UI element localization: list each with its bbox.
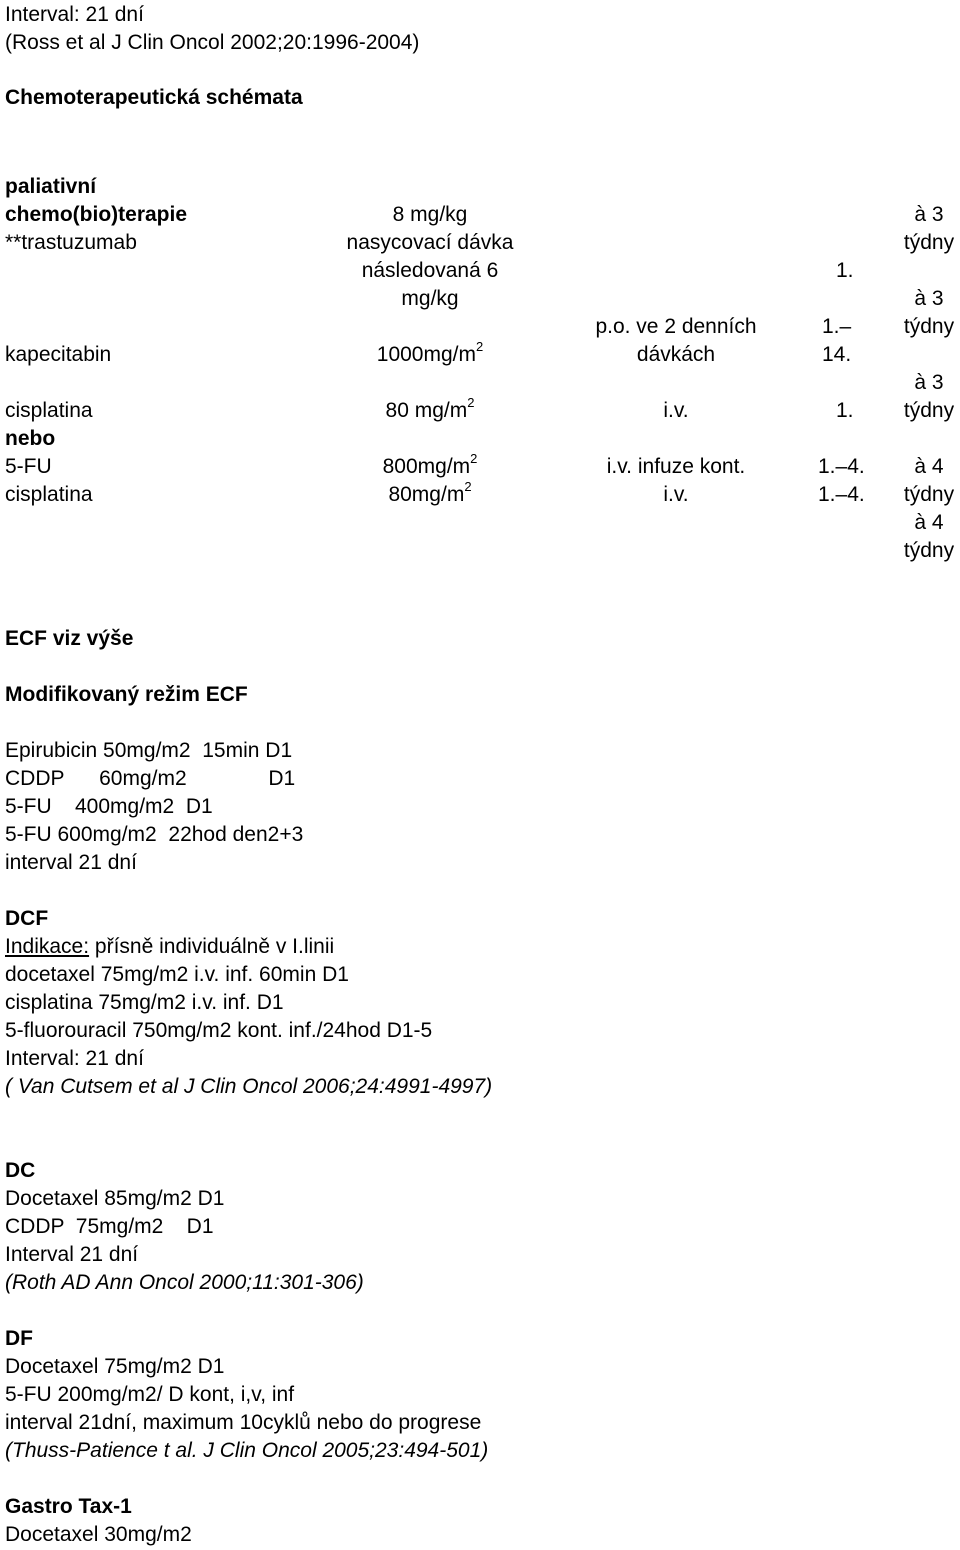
df-citation: (Thuss-Patience t al. J Clin Oncol 2005;23:494-501) [5,1439,489,1462]
modified-ecf-title: Modifikovaný režim ECF [5,683,248,706]
dcf-line: Interval: 21 dní [5,1047,144,1070]
df-line: 5-FU 200mg/m2/ D kont, i,v, inf [5,1383,295,1406]
5fu-cycle-2: týdny [903,483,955,506]
trastuzumab-cycle-b2: týdny [903,315,955,338]
kapecitabin-cycle-1: à 3 [914,371,944,394]
dcf-line: cisplatina 75mg/m2 i.v. inf. D1 [5,991,284,1014]
dcf-indication-label: Indikace: [5,935,90,958]
gastro-tax-title: Gastro Tax-1 [5,1495,132,1518]
df-line: Docetaxel 75mg/m2 D1 [5,1355,225,1378]
kapecitabin-dose: $1000mg/m^2$ [376,339,484,366]
table-heading-line2: chemo(bio)terapie [5,203,188,226]
gastro-tax-line: Docetaxel 30mg/m2 [5,1523,192,1546]
kapecitabin-cycle-2: týdny [903,399,955,422]
kapecitabin-route-line2: dávkách [636,343,716,366]
drug-trastuzumab: **trastuzumab [5,231,137,254]
df-line: interval 21dní, maximum 10cyklů nebo do progrese [5,1411,482,1434]
cisplatina-1-day: 1. [836,399,854,422]
kapecitabin-day-line1: 1.– [822,315,852,338]
dcf-title: DCF [5,907,49,930]
trastuzumab-dose-line3: následovaná 6 [361,259,499,282]
modified-ecf-line: 5-FU 400mg/m2 D1 [5,795,213,818]
trastuzumab-cycle-a2: týdny [903,231,955,254]
citation-ross: (Ross et al J Clin Oncol 2002;20:1996-2004) [5,31,420,54]
dcf-line: 5-fluorouracil 750mg/m2 kont. inf./24hod D1-5 [5,1019,433,1042]
cisplatina-2-cycle-2: týdny [903,539,955,562]
dcf-indication [5,934,334,960]
trastuzumab-day: 1. [836,259,854,282]
modified-ecf-line: interval 21 dní [5,851,137,874]
drug-kapecitabin: kapecitabin [5,343,112,366]
dcf-indication-text: přísně individuálně v I.linii [89,935,335,958]
modified-ecf-line: Epirubicin 50mg/m2 15min D1 [5,739,293,762]
cisplatina-1-dose: 80 $mg/m^2$ [385,395,475,422]
cisplatina-2-route: i.v. [663,483,689,506]
ecf-title: ECF viz výše [5,627,134,650]
dc-line: Interval 21 dní [5,1243,139,1266]
drug-cisplatina-1: cisplatina [5,399,93,422]
trastuzumab-cycle-a1: à 3 [914,203,944,226]
drug-cisplatina-2: cisplatina [5,483,93,506]
cisplatina-2-cycle-1: à 4 [914,511,944,534]
interval-text: Interval: 21 dní [5,3,144,26]
df-title: DF [5,1327,33,1350]
trastuzumab-dose-line4: mg/kg [401,287,459,310]
cisplatina-2-dose: $80mg/m^2$ [388,479,472,506]
dc-citation: (Roth AD Ann Oncol 2000;11:301-306) [5,1271,364,1294]
trastuzumab-dose-line1: 8 mg/kg [392,203,468,226]
drug-5fu: 5-FU [5,455,52,478]
trastuzumab-dose-line2: nasycovací dávka [346,231,514,254]
nebo-label: nebo [5,427,56,450]
5fu-dose: $800mg/m^2$ [382,451,478,478]
5fu-route: i.v. infuze kont. [606,455,746,478]
5fu-day: 1.–4. [818,455,865,478]
dc-line: CDDP 75mg/m2 D1 [5,1215,214,1238]
dc-line: Docetaxel 85mg/m2 D1 [5,1187,225,1210]
modified-ecf-line: CDDP 60mg/m2 D1 [5,767,296,790]
table-heading-line1: paliativní [5,175,97,198]
5fu-cycle-1: à 4 [914,455,944,478]
dcf-citation: ( Van Cutsem et al J Clin Oncol 2006;24:4991-4997) [5,1075,493,1098]
trastuzumab-cycle-b1: à 3 [914,287,944,310]
cisplatina-1-route: i.v. [663,399,689,422]
section-title: Chemoterapeutická schémata [5,86,303,109]
kapecitabin-day-line2: 14. [822,343,852,366]
cisplatina-2-day: 1.–4. [818,483,865,506]
dcf-line: docetaxel 75mg/m2 i.v. inf. 60min D1 [5,963,349,986]
kapecitabin-route-line1: p.o. ve 2 denních [595,315,757,338]
dc-title: DC [5,1159,36,1182]
modified-ecf-line: 5-FU 600mg/m2 22hod den2+3 [5,823,304,846]
